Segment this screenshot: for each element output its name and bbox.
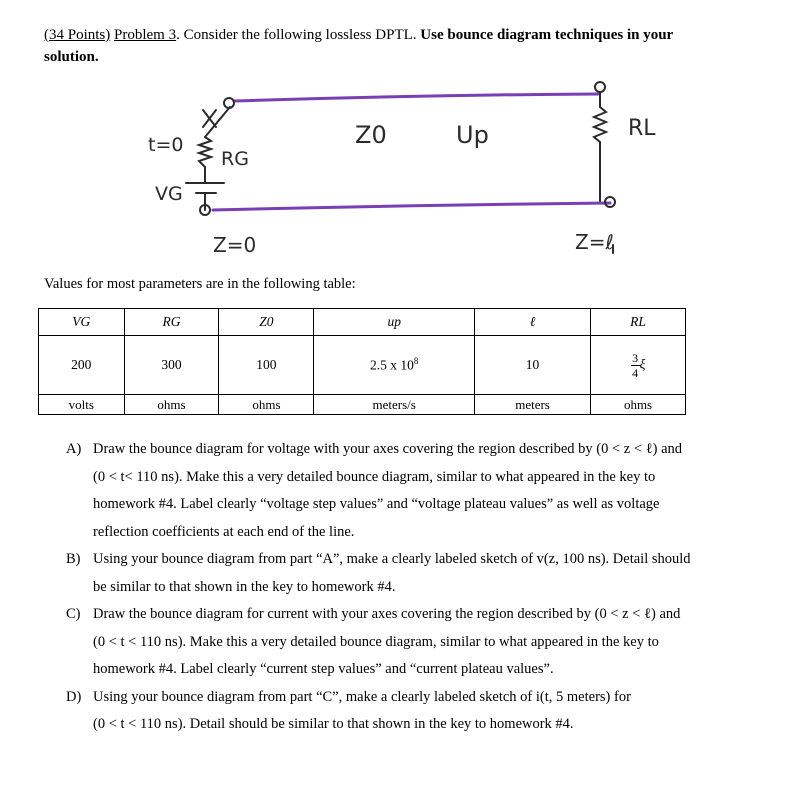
question-label: C) [66,606,81,622]
value-vg: 200 [39,336,125,395]
unit-vg: volts [39,395,125,415]
value-up [314,336,475,395]
question-a [66,436,766,546]
problem-header [44,24,744,68]
value-rl [591,336,686,395]
rg-resistor [199,137,211,167]
unit-z0: ohms [219,395,314,415]
question-d [66,684,766,739]
header-up: up [314,309,475,336]
z-l-label: Z=ℓ [575,230,614,254]
question-label: B) [66,551,81,567]
table-units-row [39,395,686,415]
circuit-diagram [0,75,785,270]
question-line: Draw the bounce diagram for current with your axes covering the region described by (0 < z < ℓ) and [93,606,681,622]
switch-contact [224,98,234,108]
problem-instruction-cont: solution. [44,49,99,65]
question-line: (0 < t < 110 ns). Make this a very detailed bounce diagram, similar to what appeared in the key to [93,633,659,650]
question-line: homework #4. Label clearly “current step values” and “current plateau values”. [93,661,554,677]
rl-xi: ξ [639,356,646,372]
up-label: Up [456,121,489,149]
problem-intro: . Consider the following lossless DPTL. [176,27,421,43]
z0-label: Z0 [355,121,387,149]
rl-fraction [631,352,640,379]
question-line: Using your bounce diagram from part “C”, make a clearly labeled sketch of i(t, 5 meters) for [93,688,631,705]
values-intro: Values for most parameters are in the following table: [44,276,356,292]
question-list [66,436,766,739]
value-up-mantissa: 2.5 x 10 [370,357,414,373]
problem-instruction: Use bounce diagram techniques in your [420,27,674,43]
rg-label: RG [221,148,249,170]
value-z0: 100 [219,336,314,395]
value-rg: 300 [124,336,219,395]
parameter-table [38,308,686,415]
unit-length: meters [475,395,591,415]
top-wire [234,94,598,101]
table-value-row [39,336,686,395]
header-rg: RG [124,309,219,336]
unit-up: meters/s [314,395,475,415]
rl-label: RL [628,116,656,141]
header-length: ℓ [475,309,591,336]
table-header-row [39,309,686,336]
points-label: (34 Points) [44,27,111,43]
header-z0: Z0 [219,309,314,336]
question-line: (0 < t< 110 ns). Make this a very detailed bounce diagram, similar to what appeared in the key to [93,468,656,485]
question-line: Using your bounce diagram from part “A”, make a clearly labeled sketch of v(z, 100 ns). Detail should [93,551,691,567]
load-top-terminal [595,82,605,92]
question-line: be similar to that shown in the key to homework #4. [93,578,396,595]
problem-number: Problem 3 [114,27,177,43]
switch-label: t=0 [148,134,184,156]
rl-denominator: 4 [632,365,639,380]
question-label: A) [66,441,82,457]
question-label: D) [66,688,82,705]
unit-rl: ohms [591,395,686,415]
rl-numerator: 3 [632,350,639,365]
question-c [66,601,766,684]
question-line: homework #4. Label clearly “voltage step values” and “voltage plateau values” as well as voltage [93,496,660,512]
question-line: Draw the bounce diagram for voltage with your axes covering the region described by (0 < z < ℓ) and [93,441,683,457]
z-zero-label: Z=0 [213,233,257,257]
bottom-wire [213,203,610,210]
switch-x [203,110,216,127]
question-b [66,546,766,601]
unit-rg: ohms [124,395,219,415]
question-line: (0 < t < 110 ns). Detail should be similar to that shown in the key to homework #4. [93,716,574,732]
value-up-exponent: 8 [413,356,419,367]
header-rl: RL [591,309,686,336]
header-vg: VG [39,309,125,336]
value-length: 10 [475,336,591,395]
question-line: reflection coefficients at each end of the line. [93,523,355,540]
switch-arm [205,107,230,137]
rl-resistor [594,107,606,142]
vg-label: VG [155,183,183,205]
